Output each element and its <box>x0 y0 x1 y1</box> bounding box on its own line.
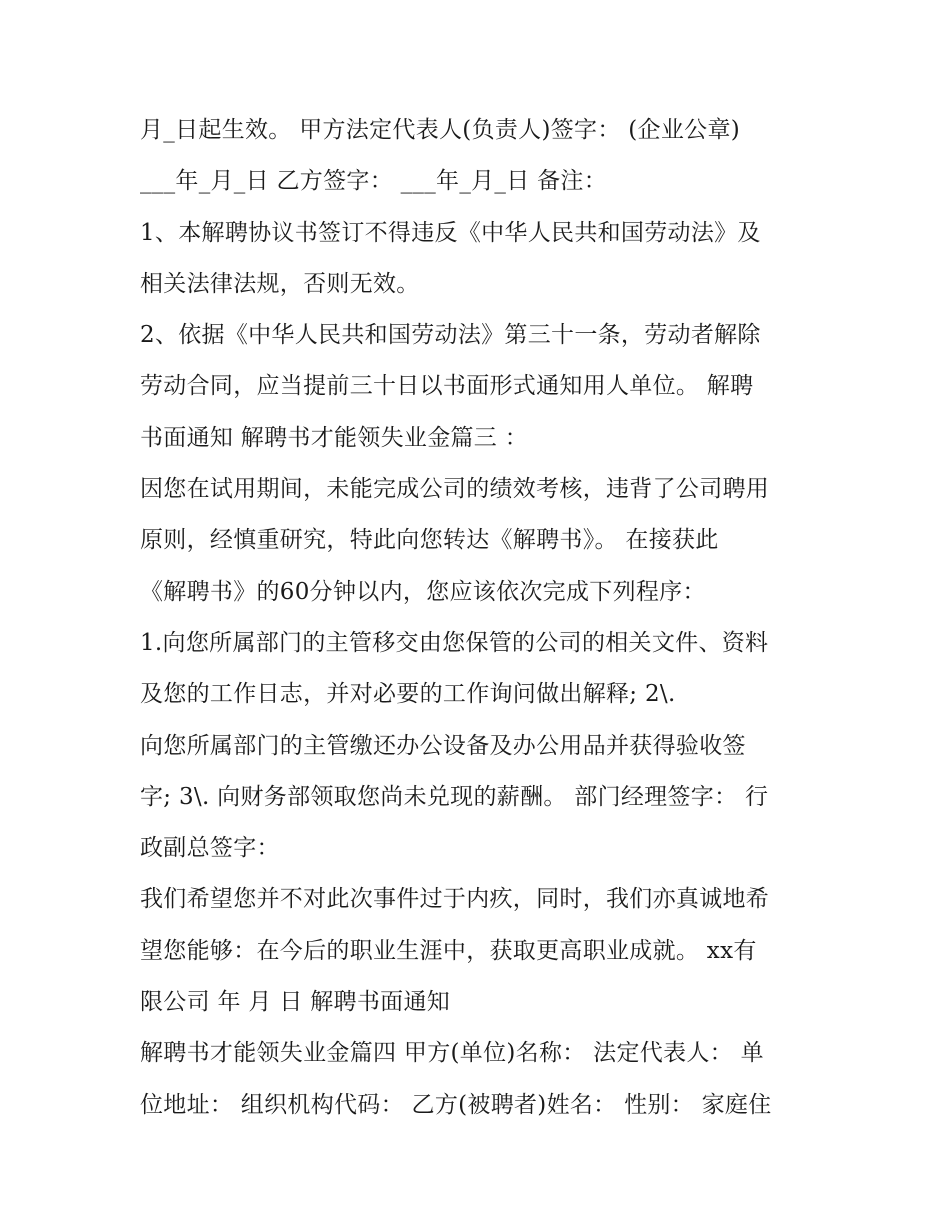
text-line: 1、本解聘协议书签订不得违反《中华人民共和国劳动法》及 <box>140 219 761 246</box>
text-line: 1.向您所属部门的主管移交由您保管的公司的相关文件、资料 <box>140 629 769 656</box>
text-line: 因您在试用期间，未能完成公司的绩效考核，违背了公司聘用 <box>140 476 770 503</box>
text-line: 政副总签字： <box>140 835 280 862</box>
text-line: 月_日起生效。 甲方法定代表人(负责人)签字： (企业公章) <box>140 117 741 143</box>
text-line: 2、依据《中华人民共和国劳动法》第三十一条，劳动者解除 <box>140 322 761 349</box>
text-line: 原则，经慎重研究，特此向您转达《解聘书》。 在接获此 <box>140 527 719 554</box>
text-line: 望您能够：在今后的职业生涯中，获取更高职业成就。 xx有 <box>140 937 757 964</box>
text-line: 向您所属部门的主管缴还办公设备及办公用品并获得验收签 <box>140 732 746 759</box>
document-body <box>140 107 820 1133</box>
text-line: 及您的工作日志，并对必要的工作询问做出解释; 2\. <box>140 681 676 708</box>
text-line: 解聘书才能领失业金篇四 甲方(单位)名称： 法定代表人： 单 <box>140 1040 764 1067</box>
text-line: 限公司 年 月 日 解聘书面通知 <box>140 989 451 1016</box>
text-line: 劳动合同，应当提前三十日以书面形式通知用人单位。 解聘 <box>140 373 754 400</box>
text-line: ___年_月_日 乙方签字： ___年_月_日 备注： <box>140 168 608 195</box>
text-line: 相关法律法规，否则无效。 <box>140 270 420 297</box>
text-line: 位地址： 组织机构代码： 乙方(被聘者)姓名： 性别： 家庭住 <box>140 1091 772 1118</box>
text-line: 字; 3\. 向财务部领取您尚未兑现的薪酬。 部门经理签字： 行 <box>140 783 769 810</box>
text-line: 我们希望您并不对此次事件过于内疚，同时，我们亦真诚地希 <box>140 886 770 913</box>
text-line: 书面通知 解聘书才能领失业金篇三 ： <box>140 424 529 451</box>
text-line: 《解聘书》的60分钟以内，您应该依次完成下列程序： <box>140 578 706 605</box>
